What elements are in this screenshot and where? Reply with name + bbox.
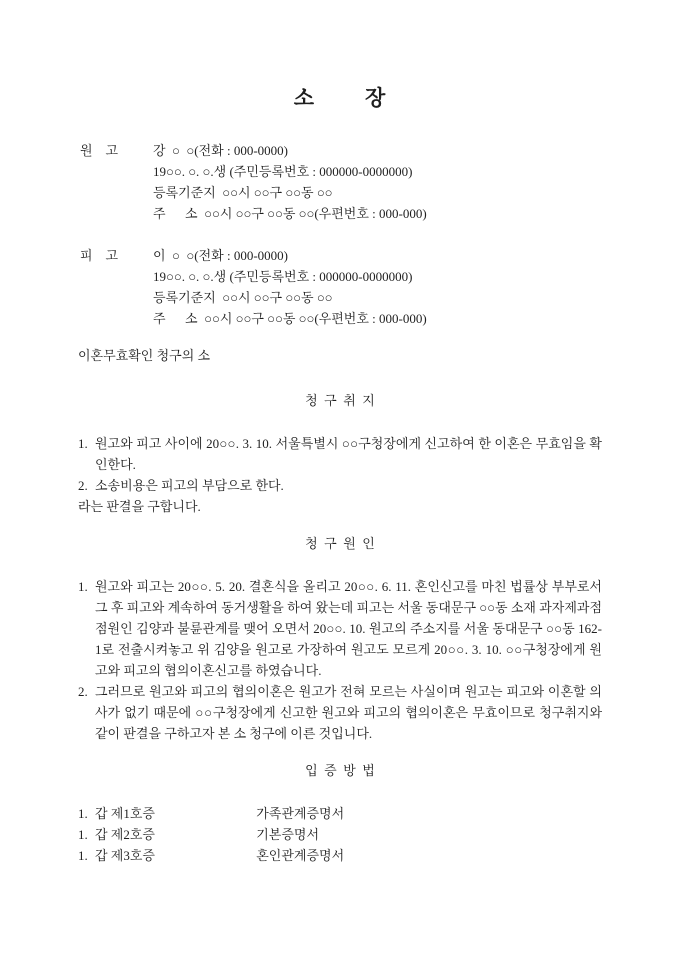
plaintiff-block xyxy=(78,140,602,224)
claim-closing-line: 라는 판결을 구합니다. xyxy=(78,499,201,514)
defendant-role-label: 피 고 xyxy=(80,248,119,263)
cause-item xyxy=(78,681,602,744)
evidence-exhibit-label: 갑 제2호증 xyxy=(95,827,155,842)
item-text: 원고와 피고 사이에 20○○. 3. 10. 서울특별시 ○○구청장에게 신고하여 한 이혼은 무효임을 확인한다. xyxy=(95,436,602,472)
evidence-document-name: 혼인관계증명서 xyxy=(256,848,345,863)
item-text: 원고와 피고는 20○○. 5. 20. 결혼식을 올리고 20○○. 6. 11. 혼인신고를 마친 법률상 부부로서 그 후 피고와 계속하여 동거생활을 하여 왔는데 피고는 서울 동대문구 ○○동 소재 과자제과점 점원인 김양과 불륜관계를 맺어 오면서 20○○. 10. 원고의 주소지를 서울 동대문구 ○○동 162-1로 전출시켜놓고 위 김양을 원고로 가장하여 원고도 모르게 20○○. 3. 10. ○○구청장에게 원고와 피고의 협의이혼신고를 하였습니다. xyxy=(95,579,602,678)
evidence-row xyxy=(78,824,602,845)
item-number: 2. xyxy=(78,478,88,493)
item-text: 그러므로 원고와 피고의 협의이혼은 원고가 전혀 모르는 사실이며 원고는 피고와 이혼할 의사가 없기 때문에 ○○구청장에게 신고한 원고와 피고의 협의이혼은 무효이므로 청구취지와 같이 판결을 구하고자 본 소 청구에 이른 것입니다. xyxy=(95,684,602,741)
defendant-address-line: 주 소 ○○시 ○○구 ○○동 ○○(우편번호 : 000-000) xyxy=(153,311,427,326)
document-title: 소 장 xyxy=(293,86,387,110)
evidence-document-name: 기본증명서 xyxy=(256,827,320,842)
defendant-block xyxy=(78,245,602,329)
case-name: 이혼무효확인 청구의 소 xyxy=(78,348,211,363)
item-number: 1. xyxy=(78,436,88,451)
plaintiff-name-line: 강 ○ ○(전화 : 000-0000) xyxy=(153,143,288,158)
defendant-registry-line: 등록기준지 ○○시 ○○구 ○○동 ○○ xyxy=(153,290,333,305)
evidence-document-name: 가족관계증명서 xyxy=(256,806,345,821)
claim-item xyxy=(78,475,602,496)
plaintiff-address-line: 주 소 ○○시 ○○구 ○○동 ○○(우편번호 : 000-000) xyxy=(153,206,427,221)
item-number: 1. xyxy=(78,579,88,594)
item-number: 2. xyxy=(78,684,88,699)
cause-items xyxy=(78,576,602,744)
claim-items xyxy=(78,433,602,517)
plaintiff-birth-line: 19○○. ○. ○.생 (주민등록번호 : 000000-0000000) xyxy=(153,164,413,179)
item-text: 소송비용은 피고의 부담으로 한다. xyxy=(95,478,284,493)
cause-item xyxy=(78,576,602,681)
claim-section-heading: 청 구 취 지 xyxy=(305,393,375,408)
cause-section-heading: 청 구 원 인 xyxy=(305,536,375,551)
evidence-exhibit-label: 갑 제1호증 xyxy=(95,806,155,821)
plaintiff-registry-line: 등록기준지 ○○시 ○○구 ○○동 ○○ xyxy=(153,185,333,200)
defendant-birth-line: 19○○. ○. ○.생 (주민등록번호 : 000000-0000000) xyxy=(153,269,413,284)
evidence-row xyxy=(78,845,602,866)
evidence-row xyxy=(78,803,602,824)
evidence-section-heading: 입 증 방 법 xyxy=(305,763,375,778)
item-number: 1. xyxy=(78,806,88,821)
defendant-name-line: 이 ○ ○(전화 : 000-0000) xyxy=(153,248,288,263)
evidence-list xyxy=(78,803,602,866)
item-number: 1. xyxy=(78,848,88,863)
claim-item xyxy=(78,433,602,475)
evidence-exhibit-label: 갑 제3호증 xyxy=(95,848,155,863)
plaintiff-role-label: 원 고 xyxy=(80,143,119,158)
item-number: 1. xyxy=(78,827,88,842)
